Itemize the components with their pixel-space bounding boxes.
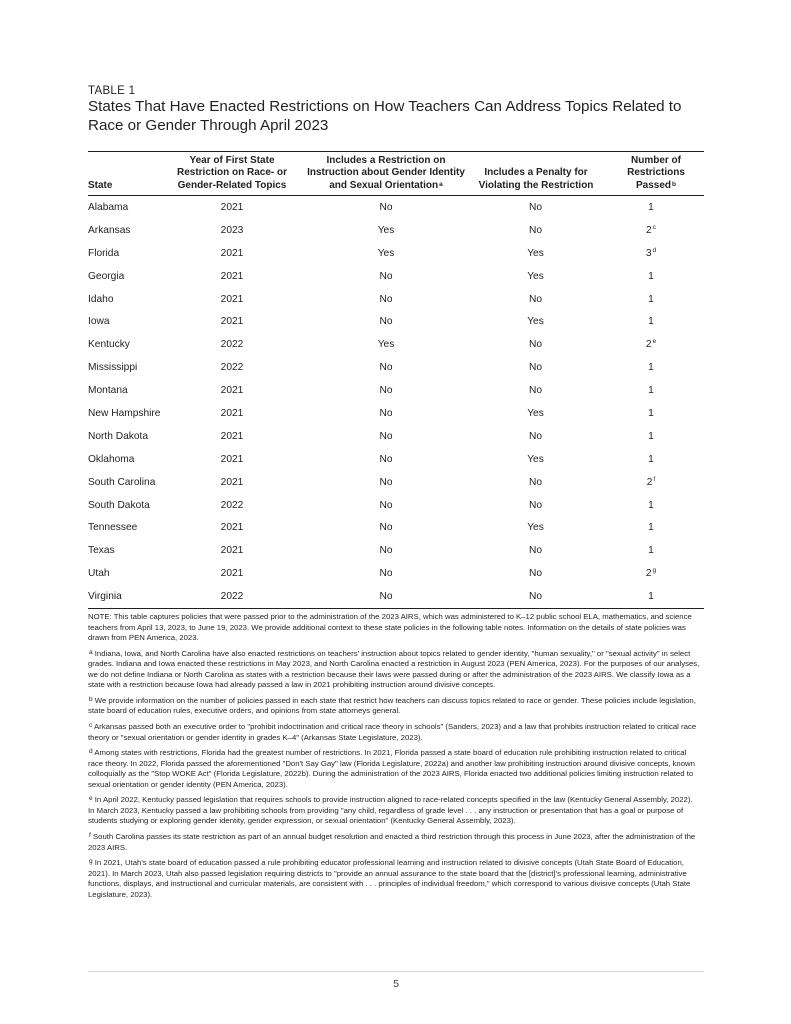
- note-marker: g: [89, 858, 93, 866]
- cell-gender-identity: Yes: [377, 247, 395, 259]
- note-text: Arkansas passed both an executive order to "prohibit indoctrination and critical race theory in schools" (Sanders, 2023) and a law that prohibits instruction related to critical race theory or "sexual orientation or gender identity in grades K–4" (Arkansas State Legislature, 2023).: [88, 722, 697, 742]
- cell-gender-identity: No: [379, 316, 393, 328]
- table-row: [88, 448, 704, 471]
- header-number: [608, 155, 704, 192]
- table-row: [88, 333, 704, 356]
- cell-number: [598, 408, 704, 419]
- cell-number-value: 2: [646, 224, 652, 236]
- table-row: [88, 310, 704, 333]
- cell-number: [598, 362, 704, 373]
- cell-penalty: No: [528, 499, 543, 511]
- cell-number-value: 1: [648, 362, 654, 374]
- note-marker: e: [89, 795, 93, 803]
- cell-penalty: No: [528, 430, 543, 442]
- cell-gender-identity: Yes: [377, 224, 395, 236]
- cell-state: North Dakota: [88, 430, 149, 442]
- cell-number-footnote: f: [653, 475, 656, 483]
- cell-number: [598, 225, 704, 236]
- cell-penalty: Yes: [527, 408, 544, 420]
- cell-year: 2021: [220, 408, 244, 420]
- cell-number-value: 1: [648, 202, 654, 213]
- table-row: [88, 242, 704, 265]
- cell-state: Arkansas: [88, 224, 131, 236]
- header-penalty: Includes a Penalty for Violating the Restriction: [478, 167, 594, 191]
- cell-year: 2021: [220, 476, 244, 488]
- cell-number: [598, 385, 704, 396]
- table-row: [88, 425, 704, 448]
- footer-rule: [88, 971, 704, 972]
- cell-gender-identity: No: [379, 568, 393, 580]
- cell-number-value: 1: [648, 522, 654, 534]
- cell-number: [598, 431, 704, 442]
- cell-number: [598, 522, 704, 533]
- bottom-rule: [88, 608, 704, 609]
- table-row: [88, 516, 704, 539]
- cell-number-value: 1: [648, 591, 654, 603]
- cell-penalty: Yes: [527, 453, 544, 465]
- cell-number: [598, 500, 704, 511]
- cell-number-value: 2: [645, 568, 652, 580]
- cell-gender-identity: No: [379, 385, 393, 397]
- cell-state: Florida: [88, 247, 120, 259]
- cell-year: 2022: [220, 362, 244, 374]
- cell-number: [598, 568, 704, 579]
- cell-number: [598, 477, 704, 488]
- table-row: [88, 471, 704, 494]
- table-note: [88, 832, 700, 853]
- cell-number-value: 1: [648, 385, 654, 397]
- header-gender-identity-text: Includes a Restriction on Instruction about Gender Identity and Sexual Orientation: [307, 154, 465, 191]
- cell-gender-identity: No: [379, 408, 393, 420]
- table-label: TABLE 1: [88, 85, 136, 97]
- cell-gender-identity: No: [379, 270, 393, 282]
- header-gender-identity: [300, 155, 472, 192]
- cell-number-value: 3: [645, 247, 652, 259]
- table-notes: [88, 612, 700, 906]
- cell-year: 2021: [220, 385, 244, 397]
- table-note: [88, 748, 700, 790]
- cell-state: Idaho: [88, 293, 114, 305]
- table-body: [88, 196, 704, 608]
- cell-penalty: Yes: [527, 522, 544, 534]
- cell-state: Mississippi: [88, 362, 138, 374]
- table-row: [88, 196, 704, 219]
- cell-year: 2021: [220, 202, 244, 213]
- header-gender-identity-footnote: a: [439, 180, 443, 188]
- cell-year: 2021: [220, 568, 244, 580]
- cell-number-value: 1: [648, 545, 654, 557]
- cell-year: 2021: [220, 545, 244, 557]
- cell-state: South Carolina: [88, 476, 156, 488]
- cell-gender-identity: No: [379, 522, 393, 534]
- cell-state: South Dakota: [88, 499, 150, 511]
- table-note: [88, 722, 700, 743]
- cell-penalty: No: [528, 476, 543, 488]
- note-text: South Carolina passes its state restriction as part of an annual budget resolution and enacted a third restriction through this process in June 2023, after the administration of the 2023 AIRS.: [88, 832, 696, 852]
- cell-state: Virginia: [88, 591, 122, 603]
- table-note: [88, 696, 700, 717]
- table-row: [88, 494, 704, 517]
- cell-state: Alabama: [88, 202, 129, 213]
- cell-gender-identity: No: [379, 545, 393, 557]
- cell-penalty: Yes: [527, 270, 544, 282]
- table-note: [88, 795, 700, 827]
- header-year-first: Year of First State Restriction on Race- or Gender-Related Topics: [176, 154, 288, 191]
- note-marker: b: [89, 695, 93, 703]
- note-text: Among states with restrictions, Florida had the greatest number of restrictions. In 2021, Florida passed a state board of education rule prohibiting instruction related to critical race theory. In 2022, Florida passed the aforementioned "Don't Say Gay" law (Florida Legislature, 2022a) and another law prohibiting instruction around divisive concepts, known colloquially as the "Stop WOKE Act" (Florida Legislature, 2022b). During the administration of the 2023 AIRS, Florida enacted two additional policies limiting instruction related to sexual orientation or gender identity (PEN America, 2023).: [88, 748, 695, 789]
- cell-number-value: 1: [648, 408, 654, 420]
- table-row: [88, 356, 704, 379]
- cell-number: [598, 202, 704, 213]
- cell-year: 2022: [220, 339, 244, 351]
- cell-gender-identity: No: [379, 293, 393, 305]
- cell-number-value: 1: [648, 430, 654, 442]
- cell-number: [598, 591, 704, 602]
- cell-penalty: No: [528, 224, 543, 236]
- cell-number: [598, 454, 704, 465]
- header-number-text: Number of Restrictions Passed: [627, 154, 685, 191]
- cell-state: Montana: [88, 385, 128, 397]
- table-note: [88, 612, 700, 644]
- cell-year: 2021: [220, 453, 244, 465]
- cell-gender-identity: Yes: [377, 339, 395, 351]
- cell-gender-identity: No: [379, 362, 393, 374]
- cell-number-value: 1: [648, 293, 654, 305]
- cell-number: [598, 545, 704, 556]
- cell-penalty: Yes: [527, 316, 544, 328]
- cell-year: 2023: [220, 224, 244, 236]
- table-header: [88, 156, 704, 194]
- cell-number-value: 1: [648, 270, 654, 282]
- cell-penalty: No: [528, 202, 543, 213]
- cell-state: Kentucky: [88, 339, 130, 351]
- page-number: 5: [393, 978, 399, 990]
- cell-number-value: 1: [648, 316, 654, 328]
- note-text: NOTE: This table captures policies that were passed prior to the administration of the 2023 AIRS, which was administered to K–12 public school ELA, mathematics, and science teachers from April 13, 2023, to June 19, 2023. We provide additional context to these state policies in the following table notes. Information on the details of state policies was drawn from PEN America, 2023.: [88, 612, 692, 642]
- cell-number-value: 1: [648, 499, 654, 511]
- cell-gender-identity: No: [379, 202, 393, 213]
- cell-gender-identity: No: [379, 499, 393, 511]
- cell-state: Iowa: [88, 316, 110, 328]
- top-rule: [88, 151, 704, 152]
- note-text: We provide information on the number of policies passed in each state that restrict how teachers can discuss topics related to race or gender. These policies include legislation, state board of education rules, executive orders, and opinions from state attorneys general.: [88, 695, 696, 716]
- cell-number-value: 2: [646, 476, 653, 488]
- table-row: [88, 379, 704, 402]
- cell-number: [598, 339, 704, 350]
- cell-number-footnote: e: [652, 338, 657, 346]
- note-marker: a: [89, 648, 93, 656]
- cell-year: 2021: [220, 247, 244, 259]
- cell-number: [598, 271, 704, 282]
- cell-number-footnote: d: [652, 246, 657, 254]
- cell-penalty: No: [528, 293, 543, 305]
- cell-year: 2021: [220, 293, 244, 305]
- table-note: [88, 649, 700, 691]
- note-marker: f: [89, 832, 91, 840]
- cell-number-footnote: g: [652, 567, 657, 575]
- cell-gender-identity: No: [379, 476, 393, 488]
- cell-year: 2021: [220, 270, 244, 282]
- table-row: [88, 265, 704, 288]
- note-marker: d: [89, 748, 93, 756]
- cell-year: 2021: [220, 522, 244, 534]
- cell-gender-identity: No: [379, 591, 393, 603]
- cell-number: [598, 294, 704, 305]
- cell-number-footnote: c: [652, 223, 656, 231]
- cell-penalty: No: [528, 362, 543, 374]
- cell-year: 2022: [220, 499, 244, 511]
- table-row: [88, 539, 704, 562]
- cell-state: New Hampshire: [88, 408, 161, 420]
- cell-gender-identity: No: [379, 453, 393, 465]
- cell-year: 2021: [220, 316, 244, 328]
- table-row: [88, 585, 704, 608]
- note-marker: c: [89, 722, 93, 730]
- cell-penalty: Yes: [527, 247, 544, 259]
- cell-number-value: 2: [645, 339, 652, 351]
- table-row: [88, 402, 704, 425]
- cell-state: Tennessee: [88, 522, 138, 534]
- note-text: In 2021, Utah's state board of education passed a rule prohibiting educator professional learning and instruction related to divisive concepts (Utah State Board of Education, 2021). In March 2023, Utah also passed legislation requiring districts to "provide an annual assurance to the state board that the [district]'s professional learning, administrative functions, displays, and instructional and curricular materials, are consistent with . . . principles of individual freedom," which correspond to various divisive concepts (Utah State Legislature, 2023).: [88, 858, 691, 899]
- table-row: [88, 562, 704, 585]
- table-title: States That Have Enacted Restrictions on How Teachers Can Address Topics Related to Race or Gender Through April 2023: [88, 98, 682, 134]
- cell-number-value: 1: [648, 453, 654, 465]
- cell-penalty: No: [528, 545, 543, 557]
- cell-state: Georgia: [88, 270, 125, 282]
- cell-penalty: No: [528, 591, 543, 603]
- note-text: In April 2022, Kentucky passed legislation that requires schools to provide instruction aligned to race-related concepts specified in the law (Kentucky General Assembly, 2022). In March 2023, Kentucky passed a law prohibiting schools from providing "any child, regardless of grade level . . . any instruction or presentation that has a goal or purpose of students studying or exploring gender identity, gender expression, or sexual orientation" (Kentucky General Assembly, 2023).: [88, 795, 693, 826]
- cell-year: 2021: [220, 430, 244, 442]
- cell-gender-identity: No: [379, 430, 393, 442]
- table-row: [88, 219, 704, 242]
- cell-state: Oklahoma: [88, 453, 135, 465]
- header-state: State: [88, 179, 113, 191]
- cell-penalty: No: [528, 339, 543, 351]
- table-row: [88, 288, 704, 311]
- cell-penalty: No: [528, 385, 543, 397]
- cell-penalty: No: [528, 568, 543, 580]
- table-note: [88, 858, 700, 900]
- cell-number: [598, 316, 704, 327]
- cell-year: 2022: [220, 591, 244, 603]
- cell-number: [598, 248, 704, 259]
- note-text: Indiana, Iowa, and North Carolina have also enacted restrictions on teachers' instruction about topics related to gender identity, "human sexuality," or "sexual activity" in select grades. Indiana and Iowa enacted these restrictions in May 2023, and North Carolina enacted a restriction in August 2023 (PEN America, 2023). For the purposes of our analyses, we do not define Indiana or North Carolina as states with a restriction because their laws were passed during or after the administration of the 2023 AIRS. We classify Iowa as a state with a restriction because Iowa had already passed a law in 2021 prohibiting instruction around divisive concepts.: [88, 648, 700, 690]
- header-number-footnote: b: [672, 180, 676, 188]
- cell-state: Texas: [88, 545, 115, 557]
- cell-state: Utah: [88, 568, 110, 580]
